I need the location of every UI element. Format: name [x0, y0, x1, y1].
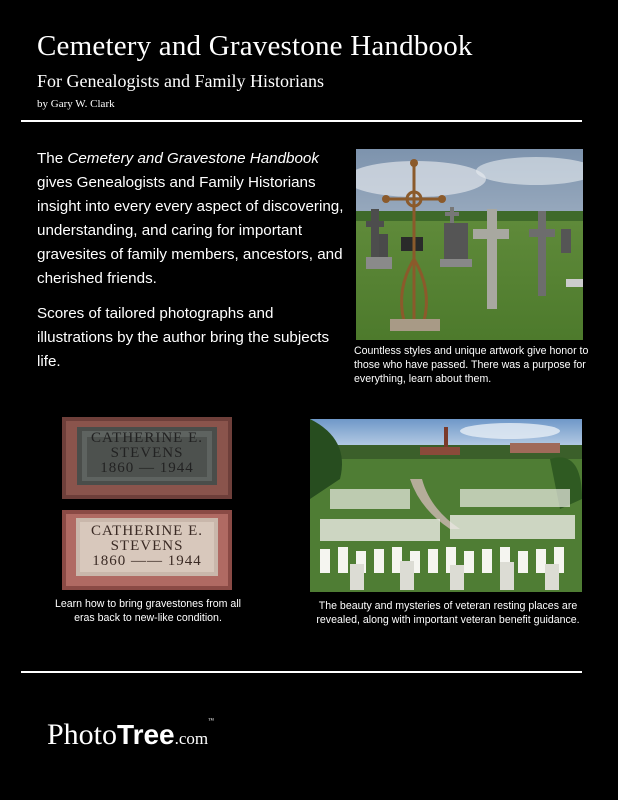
gravestone-after-surname: STEVENS [110, 538, 184, 554]
page-subtitle: For Genealogists and Family Historians [37, 71, 324, 91]
gravestone-before-surname: STEVENS [110, 445, 184, 461]
gravestone-caption: Learn how to bring gravestones from all eras back to new-like condition. [54, 598, 242, 624]
logo-part-com: .com [174, 729, 209, 748]
gravestone-after-years: 1860 —— 1944 [92, 553, 202, 569]
intro-rest: gives Genealogists and Family Historians insight into every every aspect of discovering, understanding, and caring for important gravesites of family members, ancestors, and cherished friends. [37, 174, 344, 287]
logo-trademark: ™ [208, 718, 215, 724]
gravestone-before-years: 1860 — 1944 [100, 460, 194, 476]
intro-text [37, 147, 347, 385]
author-line: by Gary W. Clark [37, 98, 115, 110]
gravestone-before-name: CATHERINE E. [91, 430, 203, 446]
intro-paragraph-2: Scores of tailored photographs and illustrations by the author bring the subjects life. [37, 305, 330, 370]
logo-part-tree: Tree [117, 719, 175, 750]
phototree-logo [47, 718, 214, 752]
top-divider [21, 120, 582, 122]
veteran-caption: The beauty and mysteries of veteran resting places are revealed, along with important veteran benefit guidance. [316, 600, 580, 626]
veteran-cemetery-photo [310, 419, 582, 592]
book-title-italic: Cemetery and Gravestone Handbook [67, 150, 319, 167]
gravestone-after-photo [62, 510, 232, 590]
intro-prefix: The [37, 150, 68, 167]
page-title: Cemetery and Gravestone Handbook [37, 30, 473, 62]
gravestone-after-name: CATHERINE E. [91, 523, 203, 539]
logo-part-photo: Photo [47, 718, 118, 751]
cemetery-crosses-photo [356, 149, 583, 340]
cross-photo-caption: Countless styles and unique artwork give honor to those who have passed. There was a purpose for everything, learn about them. [354, 345, 589, 385]
bottom-divider [21, 671, 582, 673]
gravestone-before-photo [62, 417, 232, 499]
intro-paragraph-1 [37, 147, 347, 291]
